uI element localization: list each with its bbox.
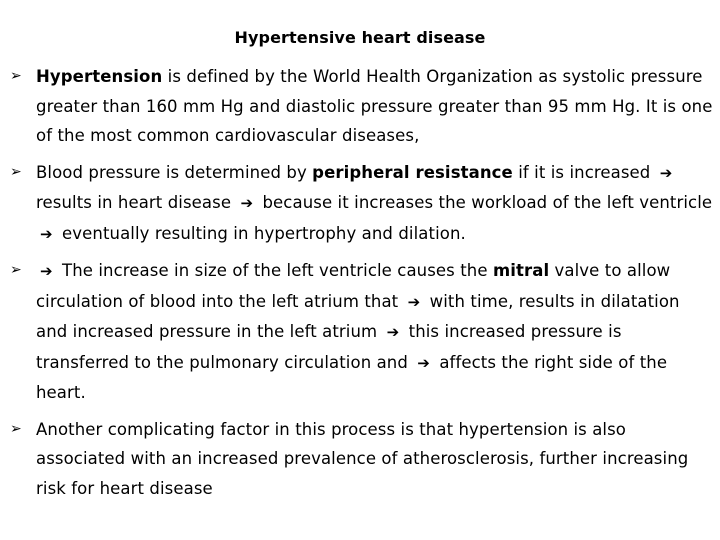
bullet-term-peripheral-resistance: peripheral resistance (312, 162, 513, 182)
right-arrow-icon: ➔ (407, 292, 421, 311)
bullet-term-mitral: mitral (492, 261, 550, 280)
bullet-marker-icon: ➢ (10, 68, 22, 84)
bullet-text: is defined by the World Health Organization as systolic pressure greater than 160 mm Hg and diastolic pressure greater than 95 mm Hg. It is one of the most common cardiovascular diseases, (36, 67, 713, 145)
bullet-text: if it is increased (512, 162, 651, 182)
bullet-marker-icon: ➢ (10, 163, 22, 180)
bullet-item-left-ventricle (10, 256, 716, 408)
right-arrow-icon: ➔ (40, 262, 53, 280)
bullet-text: Another complicating factor in this process is that hypertension is also associated with an increased prevalence of atherosclerosis, further increasing risk for heart disease (36, 419, 689, 498)
right-arrow-icon: ➔ (240, 194, 254, 212)
bullet-text: affects the right side of the heart. (36, 352, 668, 402)
bullet-item-atherosclerosis (10, 415, 716, 504)
slide-title: Hypertensive heart disease (234, 28, 486, 47)
right-arrow-icon: ➔ (417, 353, 430, 372)
bullet-text: with time, results in dilatation and increased pressure in the left atrium (36, 291, 680, 341)
bullet-item-hypertension-definition (10, 62, 716, 151)
bullet-text: this increased pressure is transferred to the pulmonary circulation and (36, 322, 622, 372)
right-arrow-icon: ➔ (40, 224, 53, 243)
right-arrow-icon: ➔ (659, 163, 673, 182)
bullet-text: Blood pressure is determined by (36, 162, 313, 182)
bullet-text: because it increases the workload of the left ventricle (262, 193, 713, 212)
bullet-term-hypertension: Hypertension (36, 67, 163, 86)
bullet-text: results in heart disease (36, 193, 232, 212)
bullet-list (10, 62, 716, 510)
right-arrow-icon: ➔ (386, 323, 400, 341)
bullet-text: valve to allow circulation of blood into the left atrium that (36, 261, 671, 311)
bullet-marker-icon: ➢ (10, 262, 22, 278)
bullet-item-peripheral-resistance (10, 158, 716, 250)
bullet-text: The increase in size of the left ventricle causes the (62, 261, 493, 280)
bullet-text: eventually resulting in hypertrophy and dilation. (62, 223, 466, 243)
bullet-marker-icon: ➢ (10, 420, 22, 437)
